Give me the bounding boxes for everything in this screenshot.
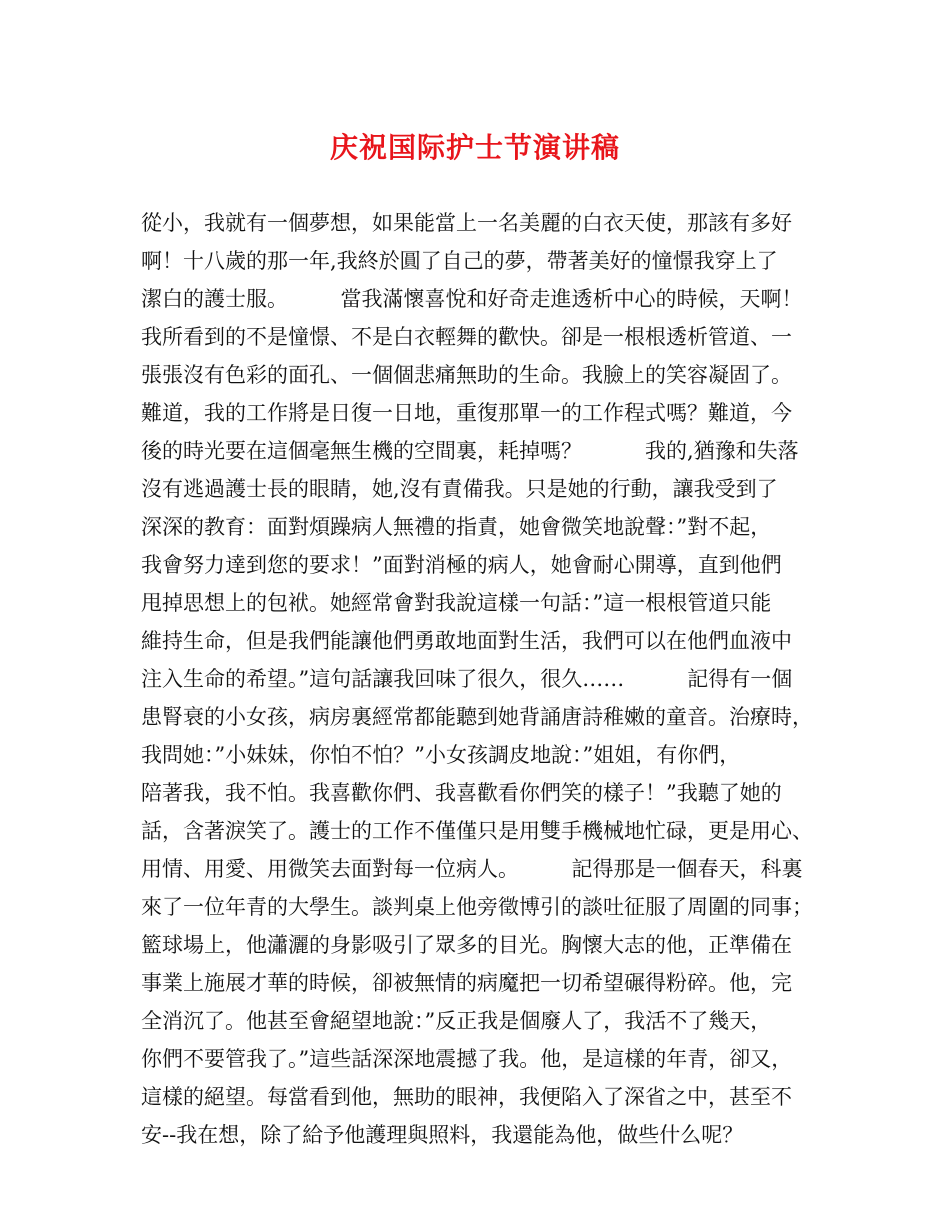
body-line: 張張沒有色彩的面孔、一個個悲痛無助的生命。我臉上的笑容凝固了。 bbox=[141, 363, 792, 387]
body-line: 話，含著淚笑了。護士的工作不僅僅只是用雙手機械地忙碌，更是用心、 bbox=[141, 819, 813, 843]
body-line: 陪著我，我不怕。我喜歡你們、我喜歡看你們笑的樣子！”我聽了她的 bbox=[141, 781, 782, 805]
body-line: 啊！十八歲的那一年,我終於圓了自己的夢，帶著美好的憧憬我穿上了 bbox=[141, 249, 778, 273]
body-line: 患腎衰的小女孩，病房裏經常都能聽到她背誦唐詩稚嫩的童音。治療時， bbox=[141, 705, 813, 729]
body-line: 用情、用愛、用微笑去面對每一位病人。 記得那是一個春天，科裏 bbox=[141, 857, 803, 881]
body-line: 甩掉思想上的包袱。她經常會對我說這樣一句話：”這一根根管道只能 bbox=[141, 591, 772, 615]
body-line: 我問她：”小妹妹，你怕不怕？”小女孩調皮地說：”姐姐，有你們， bbox=[141, 743, 741, 767]
body-line: 你們不要管我了。”這些話深深地震撼了我。他，是這樣的年青，卻又， bbox=[141, 1047, 793, 1071]
document-body bbox=[141, 204, 821, 1154]
body-line: 來了一位年青的大學生。談判桌上他旁徵博引的談吐征服了周圍的同事； bbox=[141, 895, 813, 919]
body-line: 注入生命的希望。”這句話讓我回味了很久，很久…… 記得有一個 bbox=[141, 667, 793, 691]
body-line: 事業上施展才華的時候，卻被無情的病魔把一切希望碾得粉碎。他，完 bbox=[141, 971, 792, 995]
body-line: 維持生命，但是我們能讓他們勇敢地面對生活，我們可以在他們血液中 bbox=[141, 629, 792, 653]
body-line: 沒有逃過護士長的眼睛，她,沒有責備我。只是她的行動，讓我受到了 bbox=[141, 477, 778, 501]
body-line: 這樣的絕望。每當看到他，無助的眼神，我便陷入了深省之中，甚至不 bbox=[141, 1085, 792, 1109]
body-line: 全消沉了。他甚至會絕望地說：”反正我是個廢人了，我活不了幾天， bbox=[141, 1009, 772, 1033]
body-line: 後的時光要在這個毫無生機的空間裏，耗掉嗎？ 我的,猶豫和失落 bbox=[141, 439, 799, 463]
body-line: 深深的教育：面對煩躁病人無禮的指責，她會微笑地說聲：”對不起， bbox=[141, 515, 772, 539]
body-line: 我會努力達到您的要求！”面對消極的病人，她會耐心開導，直到他們 bbox=[141, 553, 782, 577]
body-line: 籃球場上，他瀟灑的身影吸引了眾多的目光。胸懷大志的他，正準備在 bbox=[141, 933, 792, 957]
body-line: 安--我在想，除了給予他護理與照料，我還能為他，做些什么呢？ bbox=[141, 1123, 744, 1147]
body-line: 難道，我的工作將是日復一日地，重復那單一的工作程式嗎？難道，今 bbox=[141, 401, 792, 425]
body-line: 從小，我就有一個夢想，如果能當上一名美麗的白衣天使，那該有多好 bbox=[141, 211, 792, 235]
body-line: 我所看到的不是憧憬、不是白衣輕舞的歡快。卻是一根根透析管道、一 bbox=[141, 325, 792, 349]
body-line: 潔白的護士服。 當我滿懷喜悅和好奇走進透析中心的時候，天啊！ bbox=[141, 287, 803, 311]
document-title: 庆祝国际护士节演讲稿 bbox=[329, 131, 620, 164]
